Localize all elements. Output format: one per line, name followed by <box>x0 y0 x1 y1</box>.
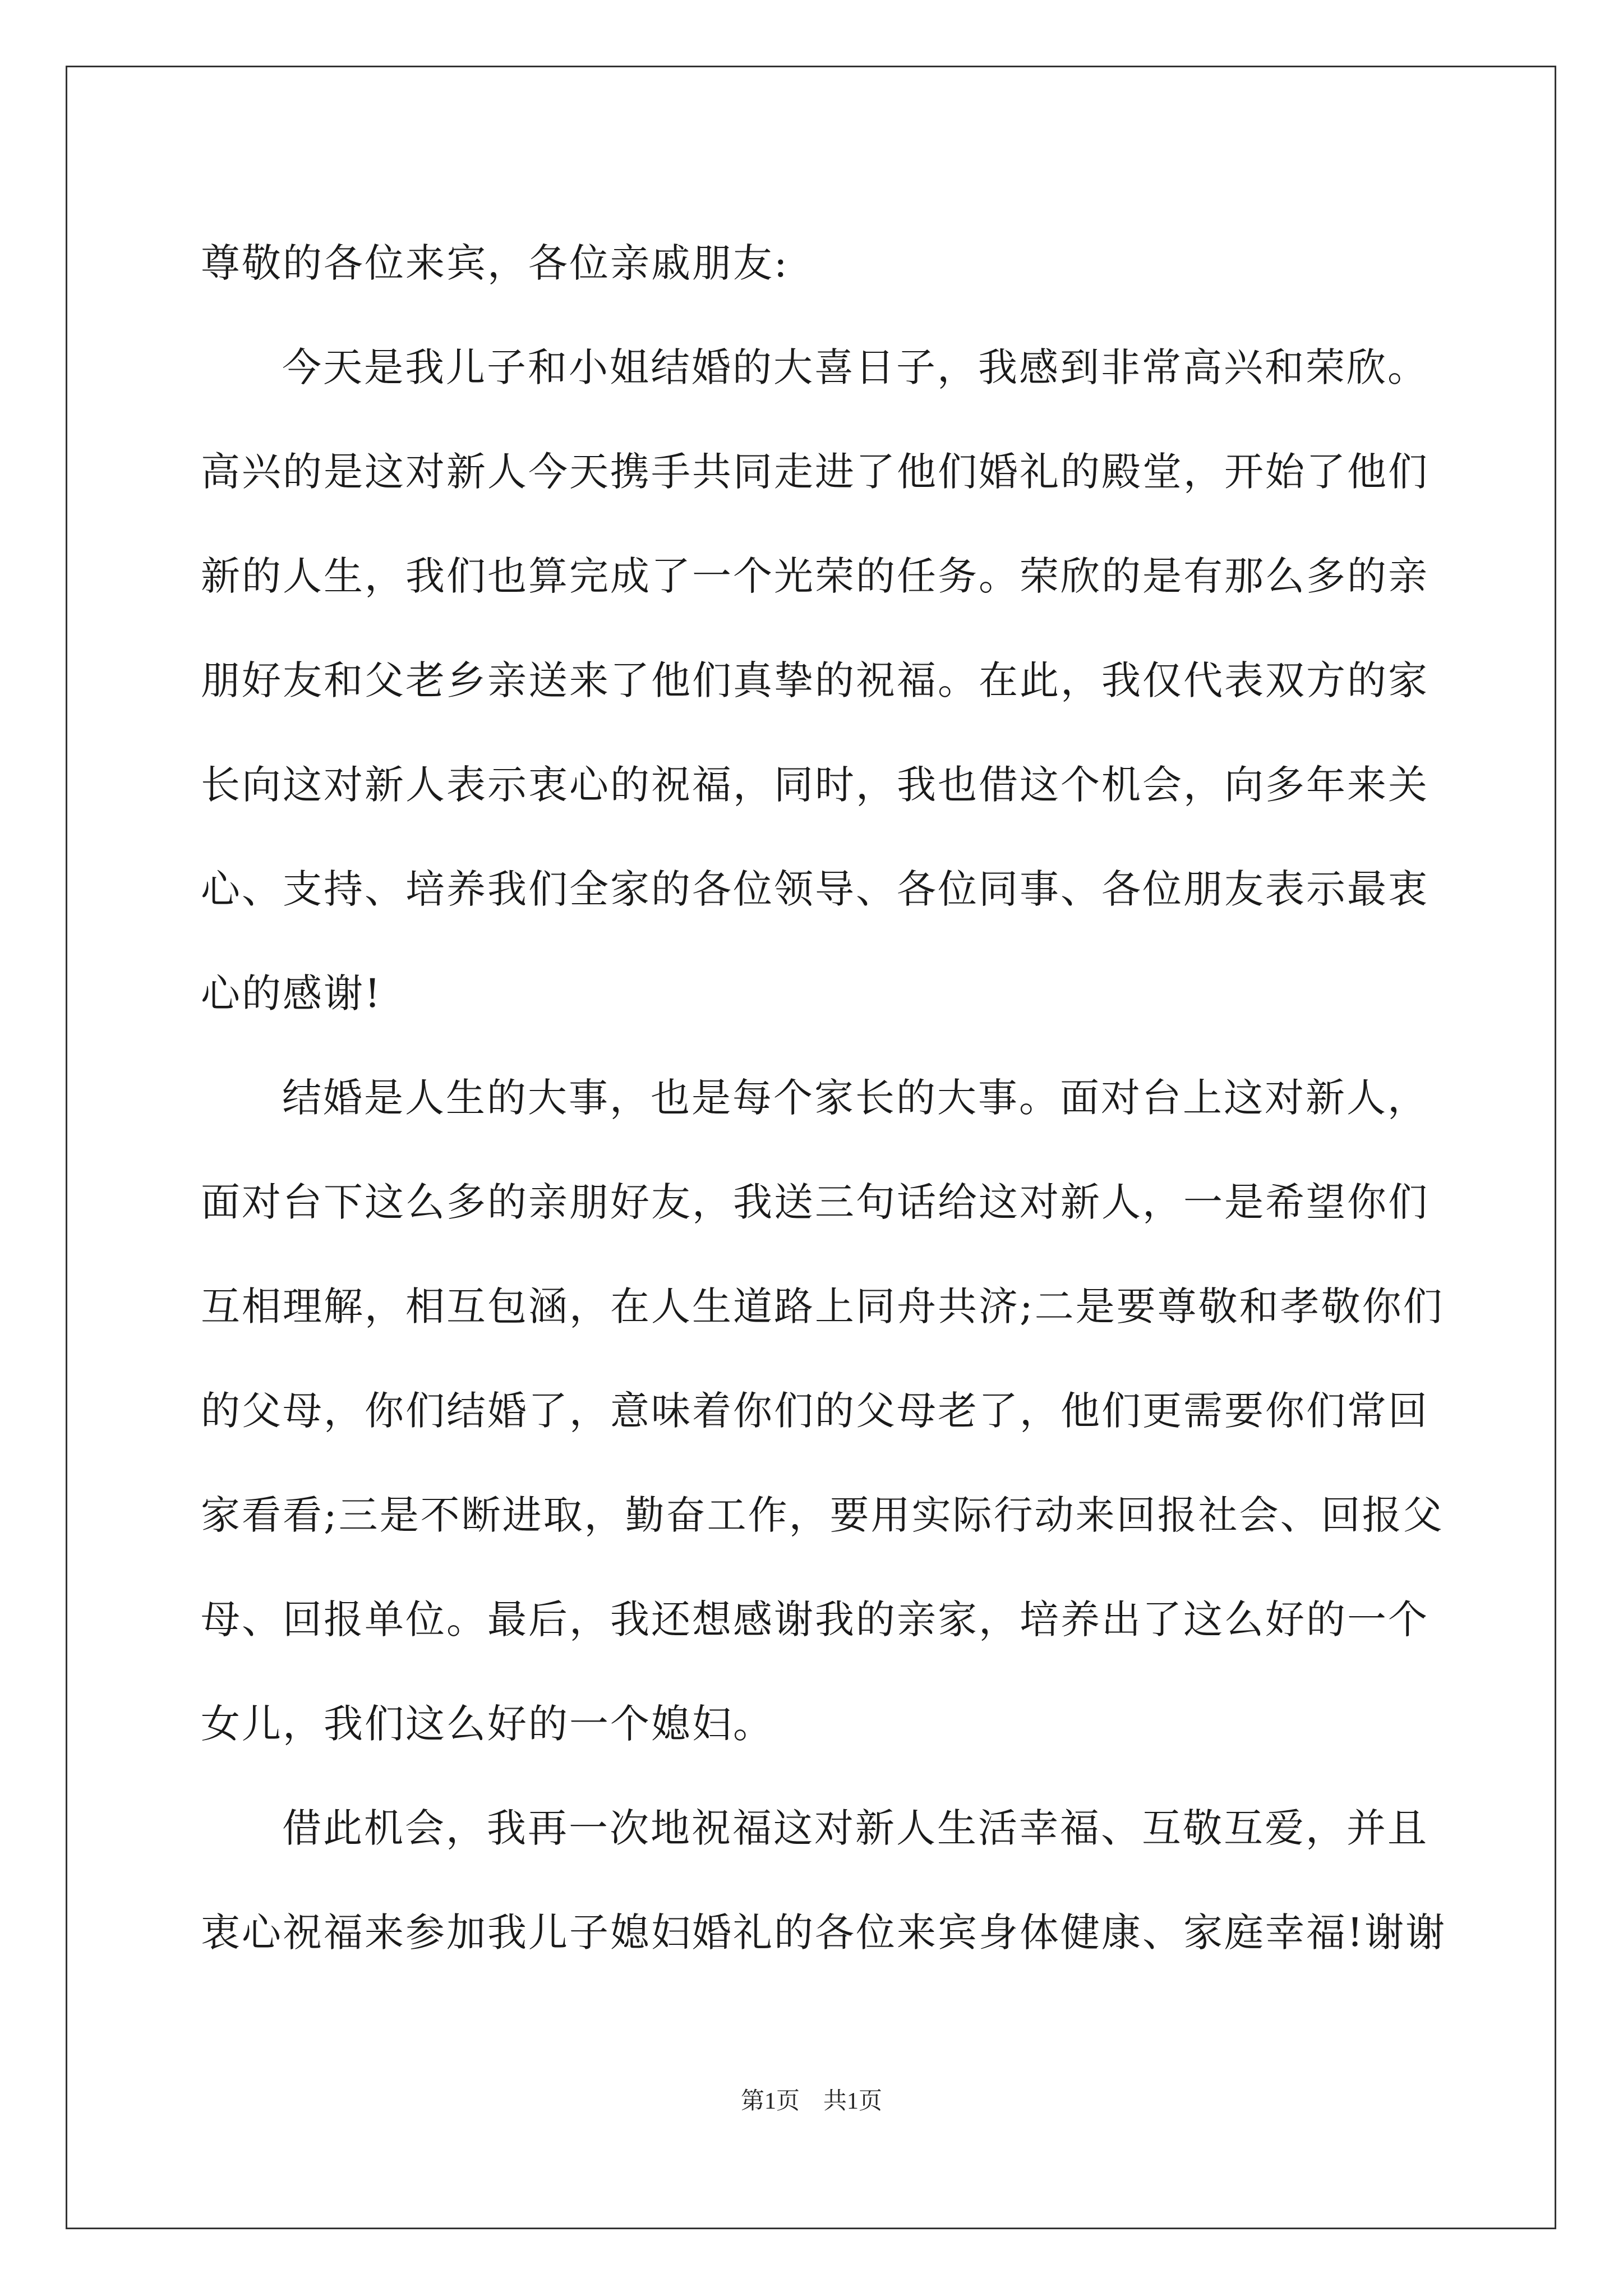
paragraph-line: 朋好友和父老乡亲送来了他们真挚的祝福。在此，我仅代表双方的家 <box>201 657 1429 703</box>
paragraph-line: 心的感谢! <box>201 970 382 1016</box>
paragraph-line: 结婚是人生的大事，也是每个家长的大事。面对台上这对新人， <box>282 1075 1428 1121</box>
paragraph-line: 心、支持、培养我们全家的各位领导、各位同事、各位朋友表示最衷 <box>201 866 1429 912</box>
paragraph-line: 新的人生，我们也算完成了一个光荣的任务。荣欣的是有那么多的亲 <box>201 553 1429 599</box>
paragraph-line: 长向这对新人表示衷心的祝福，同时，我也借这个机会，向多年来关 <box>201 762 1429 808</box>
paragraph-line: 面对台下这么多的亲朋好友，我送三句话给这对新人，一是希望你们 <box>201 1179 1429 1225</box>
paragraph-line: 母、回报单位。最后，我还想感谢我的亲家，培养出了这么好的一个 <box>201 1596 1429 1642</box>
paragraph-line: 衷心祝福来参加我儿子媳妇婚礼的各位来宾身体健康、家庭幸福!谢谢 <box>201 1910 1447 1955</box>
document-body <box>201 211 1447 1985</box>
paragraph-line: 女儿，我们这么好的一个媳妇。 <box>201 1701 774 1747</box>
paragraph-line: 的父母，你们结婚了，意味着你们的父母老了，他们更需要你们常回 <box>201 1388 1429 1434</box>
paragraph-line: 家看看;三是不断进取，勤奋工作，要用实际行动来回报社会、回报父 <box>201 1492 1444 1538</box>
salutation-line: 尊敬的各位来宾，各位亲戚朋友: <box>201 240 789 286</box>
paragraph-line: 互相理解，相互包涵，在人生道路上同舟共济;二是要尊敬和孝敬你们 <box>201 1283 1444 1329</box>
paragraph-line: 借此机会，我再一次地祝福这对新人生活幸福、互敬互爱，并且 <box>282 1805 1428 1851</box>
paragraph-line: 今天是我儿子和小姐结婚的大喜日子，我感到非常高兴和荣欣。 <box>282 344 1428 390</box>
paragraph-line: 高兴的是这对新人今天携手共同走进了他们婚礼的殿堂，开始了他们 <box>201 449 1429 495</box>
page-footer: 第1页 共1页 <box>740 2088 882 2114</box>
